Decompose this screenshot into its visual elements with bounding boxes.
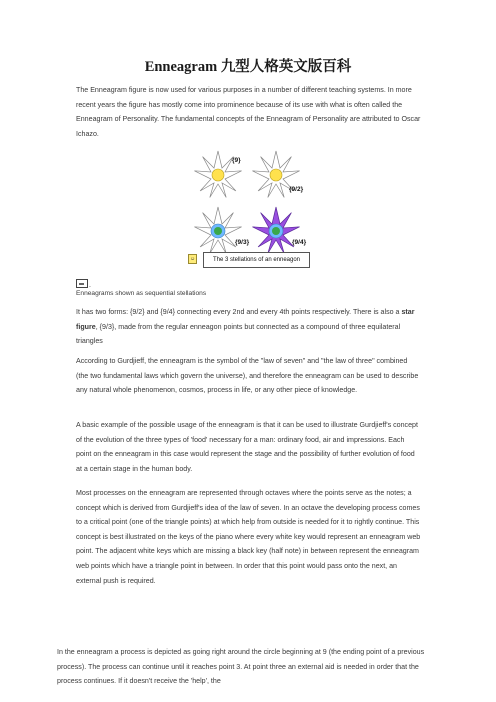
paragraph-forms-part2: , {9/3}, made from the regular enneagon points but connected as a compound of three equilateral triangles xyxy=(76,322,401,346)
paragraph-octaves: Most processes on the enneagram are represented through octaves where the points serve as the notes; a concept which is derived from Gurdjieff's idea of the law of seven. In an octave the developing process comes to a critical point (one of the triangle points) at which help from outside is needed for it to rightly continue. This concept is best illustrated on the keys of the piano where every white key would represent an enneagram web point. The adjacent white keys which are missing a black key (half note) in between represent the enneagram web points which have a triangle point in between. In order that this point would pass onto the next, an external push is required. xyxy=(76,489,421,585)
star-figure-link[interactable]: star figure xyxy=(76,308,415,331)
figure-label-9-2: {9/2} xyxy=(289,186,304,193)
enneagon-stellations-figure xyxy=(186,145,310,269)
page-title: Enneagram 九型人格英文版百科 xyxy=(144,59,352,75)
figure-label-9: {9} xyxy=(232,157,241,164)
intro-paragraph: The Enneagram figure is now used for various purposes in a number of different teaching systems. In more recent years the figure has mostly come into prominence because of its use with what is often called the Enneagram of Personality. The fundamental concepts of the Enneagram of Personality are attributed to Oscar Ichazo. xyxy=(76,86,421,138)
paragraph-forms xyxy=(76,305,421,349)
paragraph-basic-example: A basic example of the possible usage of the enneagram is that it can be used to illustrate Gurdjieff's concept of the evolution of the three types of 'food' necessary for a man: ordinary food, air and impressions. Each point on the enneagram in this case would represent the stage and the possibility of further evolution of food at a certain stage in the human body. xyxy=(76,421,418,473)
stellation-9-4-star xyxy=(252,207,299,254)
image-marker: . xyxy=(89,282,91,289)
figure-caption: The 3 stellations of an enneagon xyxy=(203,252,310,268)
figure-label-9-4: {9/4} xyxy=(292,239,307,246)
figure-label-9-3: {9/3} xyxy=(235,239,250,246)
paragraph-process: In the enneagram a process is depicted as going right around the circle beginning at 9 (the ending point of a previous process). The process can continue until it reaches point 3. At point three an external aid is needed in order that the process continues. If it doesn't receive the 'help', the xyxy=(57,648,425,686)
image-caption: Enneagrams shown as sequential stellations xyxy=(76,290,207,297)
paragraph-forms-part1: It has two forms: {9/2} and {9/4} connecting every 2nd and every 4th points respectively. There is also a xyxy=(76,308,400,316)
stellation-9-3-star xyxy=(194,207,241,254)
paragraph-gurdjieff: According to Gurdjieff, the enneagram is the symbol of the "law of seven" and "the law of three" combined (the two fundamental laws which govern the universe), and therefore the enneagram can be used to describe any natural whole phenomenon, cosmos, process in life, or any other piece of knowledge. xyxy=(76,357,419,395)
figure-info-icon: ☺ xyxy=(189,256,196,262)
